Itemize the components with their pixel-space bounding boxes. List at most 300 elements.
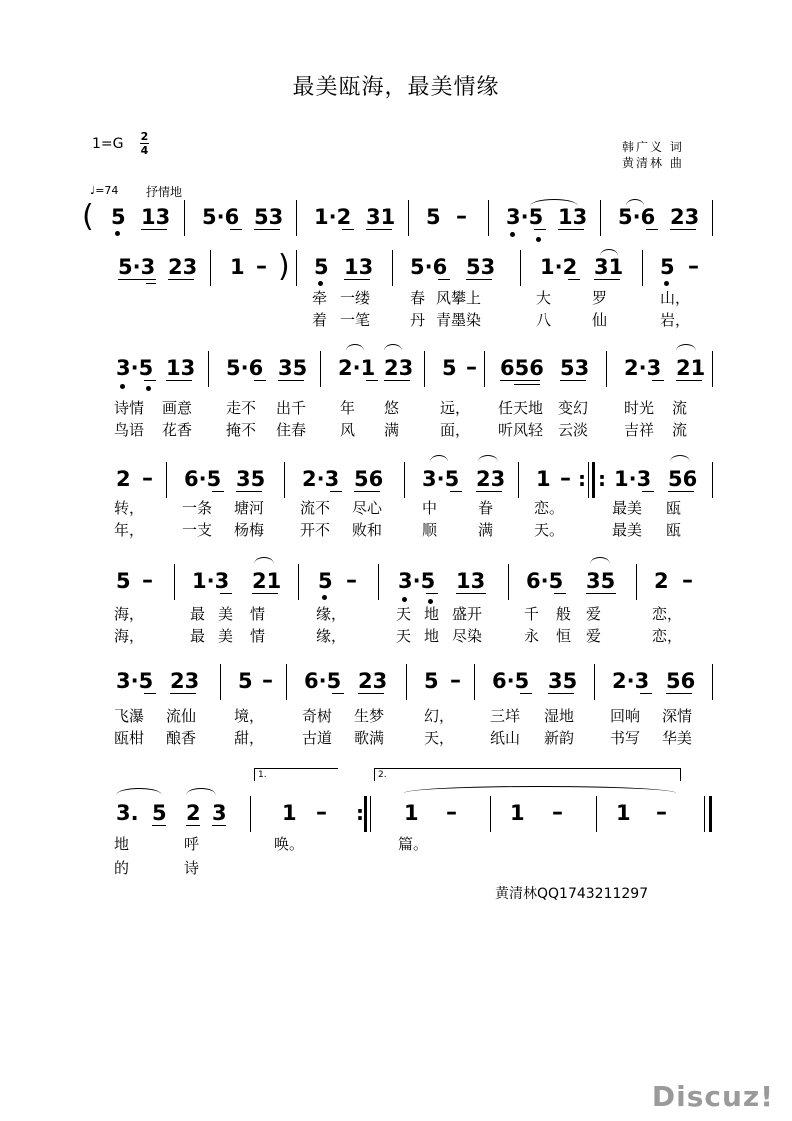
note: 5: [318, 569, 333, 593]
lyric: 中: [422, 499, 438, 517]
lyric: 地: [114, 835, 130, 853]
lyric: 丹: [410, 311, 426, 329]
bar-line: [298, 564, 299, 600]
note: 53: [560, 356, 590, 380]
lyric: 永: [524, 627, 540, 645]
repeat-bar-line: [370, 796, 371, 832]
underline: [476, 491, 502, 492]
lyric: 塘河: [234, 499, 265, 517]
underline: [332, 693, 344, 694]
low-octave-dot: [318, 281, 323, 286]
underline: [646, 229, 658, 230]
lyric: 缘，: [316, 627, 347, 645]
lyric: 湿地: [544, 707, 575, 725]
lyric: 八: [536, 311, 552, 329]
note: 1: [616, 801, 631, 825]
underline: [252, 593, 278, 594]
note: 1: [230, 255, 245, 279]
dash: –: [262, 668, 273, 693]
note: 6·5: [184, 467, 222, 491]
slur: [346, 344, 364, 351]
note: 13: [141, 205, 171, 229]
bar-line: [596, 796, 597, 832]
lyric: 三垟: [490, 707, 521, 725]
slur: [186, 788, 216, 795]
bar-line: [378, 564, 379, 600]
underline: [534, 229, 546, 230]
bar-line: [636, 564, 637, 600]
low-octave-dot: [146, 386, 151, 391]
lyric: 流: [672, 421, 688, 439]
lyric: 春: [410, 289, 426, 307]
underline: [548, 693, 574, 694]
bar-line: [508, 564, 509, 600]
note: 6·5: [304, 669, 342, 693]
lyric: 诗情: [114, 399, 145, 417]
bar-line: [594, 664, 595, 700]
bar-line: [484, 351, 485, 387]
note: 1·2: [540, 255, 578, 279]
dash: –: [142, 466, 153, 491]
underline: [146, 283, 156, 284]
lyric: 听风轻: [498, 421, 544, 439]
underline: [586, 593, 616, 594]
underline: [236, 491, 262, 492]
bar-line: [600, 200, 601, 236]
lyric: 爱: [586, 627, 602, 645]
time-signature-top: 2: [140, 130, 149, 143]
note: 31: [594, 255, 624, 279]
lyric: 歌满: [354, 729, 385, 747]
underline: [560, 380, 586, 381]
lyric: 牵: [312, 289, 328, 307]
arranger-signature: 黄清林QQ1743211297: [495, 886, 649, 902]
note: 13: [166, 356, 196, 380]
underline: [141, 229, 167, 230]
lyric: 流不: [300, 499, 331, 517]
bar-line: [250, 796, 251, 832]
bar-line: [712, 200, 713, 236]
lyric: 幻，: [424, 707, 455, 725]
note: 5: [116, 569, 131, 593]
page-title: 最美瓯海，最美情缘: [292, 75, 500, 100]
expression-mark: 抒情地: [146, 185, 183, 199]
note: 31: [366, 205, 396, 229]
lyric: 地: [424, 605, 440, 623]
note: 23: [168, 255, 198, 279]
dash: –: [456, 204, 467, 229]
note: 1: [282, 801, 297, 825]
underline: [144, 693, 156, 694]
dash: –: [466, 355, 477, 380]
note: 2·3: [624, 356, 662, 380]
time-signature-bottom: 4: [140, 144, 149, 157]
underline: [450, 491, 462, 492]
lyric: 天: [396, 627, 412, 645]
dash: –: [142, 568, 153, 593]
slur: [404, 786, 676, 793]
lyric: 瓯柑: [114, 729, 145, 747]
note: 1: [510, 801, 525, 825]
underline: [456, 593, 486, 594]
dash: –: [316, 800, 327, 825]
repeat-paren-close: ): [278, 249, 290, 284]
key-signature: 1=G: [92, 136, 124, 152]
dash: –: [552, 800, 563, 825]
note: 3·5: [116, 669, 154, 693]
underline: [642, 491, 654, 492]
note: 2·3: [302, 467, 340, 491]
lyric: 花香: [162, 421, 193, 439]
lyric: 生梦: [354, 707, 385, 725]
underline: [652, 380, 664, 381]
note: 5: [442, 356, 457, 380]
note: 13: [456, 569, 486, 593]
dash: –: [450, 668, 461, 693]
bar-line: [490, 796, 491, 832]
lyric: 变幻: [558, 399, 589, 417]
underline: [342, 229, 354, 230]
lyric: 千: [524, 605, 540, 623]
lyric: 风: [340, 421, 356, 439]
lyric: 新韵: [544, 729, 575, 747]
lyric: 时光: [624, 399, 655, 417]
lyric: 掩不: [226, 421, 257, 439]
volta-second-ending: 2.: [374, 768, 681, 781]
underline: [554, 593, 566, 594]
note: 35: [586, 569, 616, 593]
slur: [430, 455, 448, 462]
lyric: 美: [218, 605, 234, 623]
note: 23: [170, 669, 200, 693]
bar-line: [184, 200, 185, 236]
note: 5·6: [618, 205, 656, 229]
lyric: 最: [190, 627, 206, 645]
low-octave-dot: [115, 231, 120, 236]
lyric: 华美: [662, 729, 693, 747]
lyric: 恋，: [652, 605, 683, 623]
bar-line: [474, 664, 475, 700]
lyric: 境，: [234, 707, 265, 725]
lyric: 败和: [352, 521, 383, 539]
underline: [568, 279, 580, 280]
lyric: 吉祥: [624, 421, 655, 439]
note: 5·6: [410, 255, 448, 279]
note: 23: [384, 356, 414, 380]
lyric: 远，: [440, 399, 471, 417]
lyric: 尽心: [352, 499, 383, 517]
note: 21: [252, 569, 282, 593]
lyric: 一支: [182, 521, 213, 539]
lyric: 罗: [592, 289, 608, 307]
lyric: 呼: [184, 835, 200, 853]
lyric: 般: [556, 605, 572, 623]
lyricist-credit: 韩广义 词: [622, 140, 684, 154]
low-octave-dot: [664, 281, 669, 286]
underline: [520, 693, 532, 694]
bar-line: [404, 462, 405, 498]
lyric: 飞瀑: [114, 707, 145, 725]
note: 23: [476, 467, 506, 491]
lyric: 着: [312, 311, 328, 329]
bar-line: [642, 250, 643, 286]
underline: [366, 380, 378, 381]
volta-first-ending: 1.: [254, 768, 338, 781]
lyric: 回响: [610, 707, 641, 725]
lyric: 一缕: [340, 289, 371, 307]
slur: [116, 788, 162, 795]
lyric: 最: [190, 605, 206, 623]
underline: [166, 380, 192, 381]
note: 1: [536, 467, 551, 491]
underline: [278, 380, 304, 381]
underline: [466, 279, 492, 280]
underline: [254, 380, 266, 381]
repeat-paren-open: (: [82, 199, 94, 234]
bar-line: [284, 462, 285, 498]
repeat-dots: :: [356, 801, 364, 825]
bar-line: [174, 564, 175, 600]
note: 5·6: [202, 205, 240, 229]
lyric: 一笔: [340, 311, 371, 329]
underline: [152, 825, 166, 826]
lyric: 甜，: [234, 729, 265, 747]
lyric: 恋。: [534, 499, 565, 517]
lyric: 瓯: [666, 521, 682, 539]
note: 2: [186, 801, 201, 825]
lyric: 开不: [300, 521, 331, 539]
repeat-dots: :: [578, 467, 586, 491]
note: 5·6: [226, 356, 264, 380]
bar-line: [392, 250, 393, 286]
note: 23: [358, 669, 388, 693]
lyric: 杨梅: [234, 521, 265, 539]
dash: –: [256, 254, 267, 279]
lyric: 大: [536, 289, 552, 307]
note: 3·5: [398, 569, 436, 593]
underline: [500, 380, 540, 381]
slur: [590, 557, 610, 564]
underline: [220, 593, 232, 594]
lyric: 深情: [662, 707, 693, 725]
slur: [626, 199, 644, 206]
lyric: 满: [384, 421, 400, 439]
note: 35: [548, 669, 578, 693]
lyric: 篇。: [398, 835, 429, 853]
note: 5: [152, 801, 167, 825]
lyric: 走不: [226, 399, 257, 417]
underline: [676, 380, 702, 381]
lyric: 天，: [424, 729, 455, 747]
slur: [478, 455, 498, 462]
bar-line: [296, 200, 297, 236]
note: 5: [424, 669, 439, 693]
note: 6·5: [526, 569, 564, 593]
dash: –: [656, 800, 667, 825]
note: 53: [466, 255, 496, 279]
underline: [426, 593, 438, 594]
lyric: 流: [672, 399, 688, 417]
underline: [438, 279, 450, 280]
lyric: 地: [424, 627, 440, 645]
lyric: 眷: [478, 499, 494, 517]
note: 5·3: [118, 255, 156, 279]
slur: [670, 455, 690, 462]
note: 56: [666, 669, 696, 693]
bar-line: [424, 351, 425, 387]
underline: [254, 229, 280, 230]
lyric: 最美: [612, 521, 643, 539]
note: 5: [314, 255, 329, 279]
note: 56: [354, 467, 384, 491]
note: 5: [111, 205, 126, 229]
lyric: 酿香: [166, 729, 197, 747]
lyric: 天: [396, 605, 412, 623]
lyric: 瓯: [666, 499, 682, 517]
note: 35: [236, 467, 266, 491]
lyric: 海，: [114, 627, 145, 645]
lyric: 青墨染: [436, 311, 482, 329]
note: 1·2: [314, 205, 352, 229]
bar-line: [712, 462, 713, 498]
lyric: 鸟语: [114, 421, 145, 439]
note: 2: [654, 569, 669, 593]
slur: [600, 249, 618, 256]
lyric: 流仙: [166, 707, 197, 725]
bar-line: [320, 351, 321, 387]
dash: –: [688, 254, 699, 279]
bar-line: [712, 664, 713, 700]
underline: [640, 693, 652, 694]
underline: [666, 693, 692, 694]
underline: [170, 693, 196, 694]
dash: –: [446, 800, 457, 825]
underline: [670, 229, 696, 230]
lyric: 一条: [182, 499, 213, 517]
underline: [558, 229, 584, 230]
lyric: 悠: [384, 399, 400, 417]
lyric: 唤。: [274, 835, 305, 853]
tempo-mark: ♩=74: [90, 184, 119, 197]
underline: [230, 229, 242, 230]
note: 53: [254, 205, 284, 229]
low-octave-dot: [428, 599, 433, 604]
composer-credit: 黄清林 曲: [622, 156, 684, 170]
slur: [676, 344, 696, 351]
note: 23: [670, 205, 700, 229]
bar-line: [712, 351, 713, 387]
repeat-bar-line: [588, 462, 589, 498]
lyric: 风攀上: [436, 289, 482, 307]
lyric: 任天地: [498, 399, 544, 417]
underline: [594, 279, 620, 280]
lyric: 满: [478, 521, 494, 539]
lyric: 情: [250, 605, 266, 623]
bar-line: [518, 462, 519, 498]
underline: [144, 380, 156, 381]
lyric: 美: [218, 627, 234, 645]
bar-line: [220, 664, 221, 700]
dash: –: [346, 568, 357, 593]
lyric: 顺: [422, 521, 438, 539]
discuz-watermark: Discuz!: [651, 1080, 774, 1113]
time-signature: [140, 131, 149, 156]
note: 1·3: [614, 467, 652, 491]
note: 13: [344, 255, 374, 279]
underline: [212, 825, 226, 826]
lyric: 奇树: [302, 707, 333, 725]
note: 2·3: [612, 669, 650, 693]
lyric: 年: [340, 399, 356, 417]
slur: [384, 344, 402, 351]
final-bar-line: [704, 796, 705, 832]
lyric: 云淡: [558, 421, 589, 439]
lyric: 面，: [440, 421, 471, 439]
note: 21: [676, 356, 706, 380]
repeat-dots: :: [598, 467, 606, 491]
note: 1·3: [192, 569, 230, 593]
lyric: 住春: [276, 421, 307, 439]
low-octave-dot: [536, 237, 541, 242]
dash: –: [560, 466, 571, 491]
lyric: 出千: [276, 399, 307, 417]
underline: [668, 491, 694, 492]
bar-line: [488, 200, 489, 236]
lyric: 诗: [184, 859, 200, 877]
bar-line: [210, 250, 211, 286]
underline: [358, 693, 384, 694]
underline: [168, 279, 194, 280]
lyric: 最美: [612, 499, 643, 517]
bar-line: [296, 250, 297, 286]
bar-line: [408, 200, 409, 236]
underline: [384, 380, 410, 381]
low-octave-dot: [402, 597, 407, 602]
low-octave-dot: [510, 232, 515, 237]
underline: [344, 279, 370, 280]
note: 1: [404, 801, 419, 825]
bar-line: [406, 664, 407, 700]
note: 3.: [116, 801, 139, 825]
underline: [366, 229, 392, 230]
note: 3·5: [116, 356, 154, 380]
bar-line: [166, 462, 167, 498]
underline: [330, 491, 342, 492]
note: 56: [668, 467, 698, 491]
lyric: 的: [114, 859, 130, 877]
note: 3: [212, 801, 227, 825]
note: 5: [426, 205, 441, 229]
slur: [254, 557, 274, 564]
note: 2: [116, 467, 131, 491]
lyric: 纸山: [490, 729, 521, 747]
lyric: 海，: [114, 605, 145, 623]
repeat-bar-line-thick: [364, 796, 367, 832]
lyric: 山，: [660, 289, 691, 307]
lyric: 岩，: [660, 311, 691, 329]
bar-line: [606, 351, 607, 387]
lyric: 转，: [114, 499, 145, 517]
note: 13: [558, 205, 588, 229]
final-bar-line-thick: [709, 796, 712, 832]
lyric: 古道: [302, 729, 333, 747]
lyric: 年，: [114, 521, 145, 539]
note: 35: [278, 356, 308, 380]
note: 2·1: [338, 356, 376, 380]
repeat-bar-line-thick: [592, 462, 595, 498]
dash: –: [682, 568, 693, 593]
note: 656: [500, 356, 544, 380]
